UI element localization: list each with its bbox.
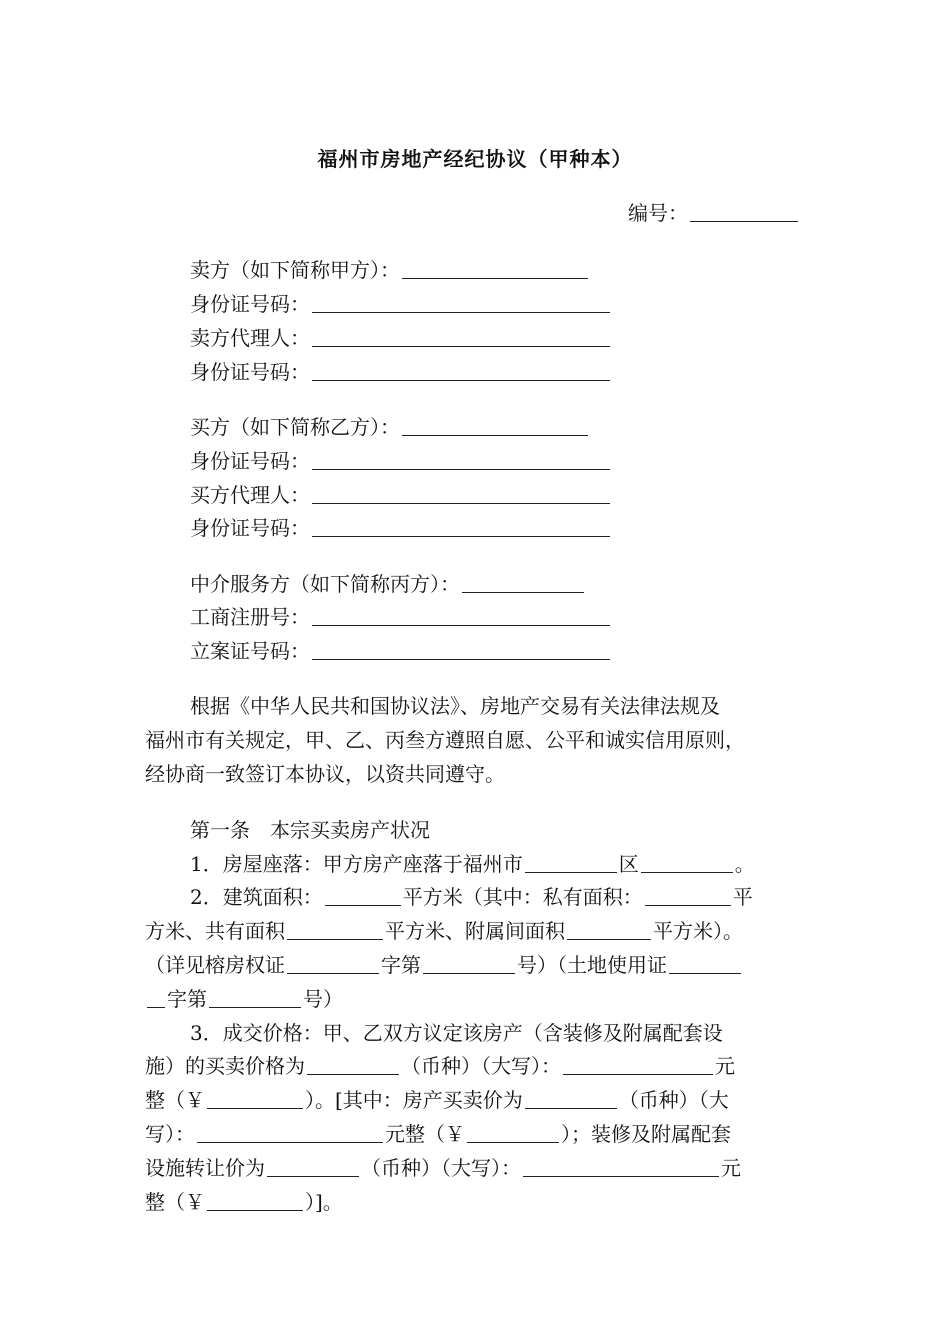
area-text-k: 号） [303, 987, 343, 1011]
preamble-line-1: 根据《中华人民共和国协议法》、房地产交易有关法律法规及 [190, 694, 720, 718]
price-text-m: 整（￥ [145, 1190, 205, 1214]
seller-id-line [190, 290, 612, 318]
area-text-a: 2．建筑面积： [190, 885, 323, 909]
price-text-b: （币种）（大写）： [401, 1054, 561, 1078]
buyer-agent-id-blank[interactable] [312, 516, 610, 537]
cert-number-blank[interactable] [423, 953, 515, 974]
buyer-name-label: 买方（如下简称乙方）： [190, 415, 400, 439]
preamble-line-2: 福州市有关规定，甲、乙、丙叁方遵照自愿、公平和诚实信用原则， [145, 728, 745, 752]
fitting-price-words-blank[interactable] [523, 1156, 719, 1177]
area-line-1 [190, 883, 753, 911]
seller-id-label: 身份证号码： [190, 292, 310, 316]
seller-agent-blank[interactable] [312, 326, 610, 347]
number-line [628, 199, 800, 227]
seller-id-blank[interactable] [312, 292, 610, 313]
area-text-g: （详见榕房权证 [145, 953, 285, 977]
buyer-id-blank[interactable] [312, 449, 610, 470]
seller-name-label: 卖方（如下简称甲方）： [190, 258, 400, 282]
area-text-b: 平方米（其中：私有面积： [402, 885, 643, 909]
building-area-blank[interactable] [325, 885, 401, 906]
intermediary-name-line [190, 570, 586, 598]
shared-area-blank[interactable] [287, 919, 383, 940]
location-text-a: 1．房屋座落：甲方房产座落于福州市 [190, 852, 523, 876]
buyer-agent-line [190, 481, 612, 509]
price-text-k: （币种）（大写）： [361, 1156, 521, 1180]
price-line-6 [145, 1188, 343, 1216]
city-blank[interactable] [525, 852, 617, 873]
price-text-i: ）；装修及附属配套 [561, 1122, 731, 1146]
preamble-line-3: 经协商一致签订本协议，以资共同遵守。 [145, 762, 505, 786]
buyer-name-line [190, 413, 590, 441]
price-line-3 [145, 1086, 729, 1114]
intermediary-reg-line [190, 603, 612, 631]
seller-name-blank[interactable] [402, 258, 588, 279]
land-cert-blank-cont[interactable] [147, 987, 165, 1008]
buyer-agent-id-label: 身份证号码： [190, 516, 310, 540]
area-line-3 [145, 951, 743, 979]
area-line-2 [145, 917, 743, 945]
total-price-words-blank[interactable] [563, 1054, 713, 1075]
price-text-h: 元整（￥ [385, 1122, 465, 1146]
intermediary-reg-label: 工商注册号： [190, 605, 310, 629]
buyer-name-blank[interactable] [402, 415, 588, 436]
seller-agent-line [190, 324, 612, 352]
cert-word-blank[interactable] [287, 953, 379, 974]
fitting-price-blank[interactable] [267, 1156, 359, 1177]
fitting-price-yuan-blank[interactable] [207, 1190, 303, 1211]
land-cert-number-blank[interactable] [209, 987, 301, 1008]
document-title: 福州市房地产经纪协议（甲种本） [317, 147, 633, 171]
buyer-agent-blank[interactable] [312, 483, 610, 504]
location-text-c: 。 [734, 852, 755, 876]
number-blank[interactable] [690, 201, 798, 222]
price-text-g: 写）： [145, 1122, 195, 1146]
price-text-n: ）]。 [305, 1190, 343, 1214]
price-text-l: 元 [721, 1156, 741, 1180]
intermediary-filing-line [190, 637, 612, 665]
seller-agent-id-label: 身份证号码： [190, 360, 310, 384]
price-line-4 [145, 1120, 731, 1148]
price-line-1: 3．成交价格：甲、乙双方议定该房产（含装修及附属配套设 [190, 1021, 723, 1045]
intermediary-name-label: 中介服务方（如下简称丙方）： [190, 572, 460, 596]
area-line-4 [145, 985, 343, 1013]
area-text-c: 平 [732, 885, 753, 909]
buyer-id-label: 身份证号码： [190, 449, 310, 473]
number-label: 编号： [628, 201, 688, 225]
house-price-blank[interactable] [525, 1088, 617, 1109]
area-text-e: 平方米、附属间面积 [385, 919, 565, 943]
land-cert-blank[interactable] [669, 953, 741, 974]
area-text-i: 号）（土地使用证 [517, 953, 667, 977]
seller-agent-id-line [190, 358, 612, 386]
intermediary-reg-blank[interactable] [312, 605, 610, 626]
seller-name-line [190, 256, 590, 284]
price-text-e: ）。[其中：房产买卖价为 [305, 1088, 523, 1112]
article-1-heading: 第一条 本宗买卖房产状况 [190, 818, 430, 842]
price-text-j: 设施转让价为 [145, 1156, 265, 1180]
intermediary-filing-label: 立案证号码： [190, 639, 310, 663]
price-text-a: 施）的买卖价格为 [145, 1054, 305, 1078]
price-text-c: 元 [715, 1054, 735, 1078]
buyer-agent-label: 买方代理人： [190, 483, 310, 507]
private-area-blank[interactable] [645, 885, 731, 906]
price-text-f: （币种）（大 [618, 1088, 729, 1112]
location-line [190, 850, 755, 878]
area-text-d: 方米、共有面积 [145, 919, 285, 943]
total-price-blank[interactable] [307, 1054, 399, 1075]
house-price-words-blank[interactable] [197, 1122, 383, 1143]
area-text-j: 字第 [167, 987, 207, 1011]
district-blank[interactable] [641, 852, 733, 873]
seller-agent-id-blank[interactable] [312, 360, 610, 381]
area-text-f: 平方米）。 [653, 919, 743, 943]
price-text-d: 整（￥ [145, 1088, 205, 1112]
total-price-yuan-blank[interactable] [207, 1088, 303, 1109]
buyer-agent-id-line [190, 514, 612, 542]
intermediary-filing-blank[interactable] [312, 639, 610, 660]
house-price-yuan-blank[interactable] [467, 1122, 559, 1143]
annex-area-blank[interactable] [567, 919, 651, 940]
price-line-5 [145, 1154, 741, 1182]
location-text-b: 区 [618, 852, 639, 876]
buyer-id-line [190, 447, 612, 475]
seller-agent-label: 卖方代理人： [190, 326, 310, 350]
area-text-h: 字第 [381, 953, 421, 977]
intermediary-name-blank[interactable] [462, 572, 584, 593]
price-line-2 [145, 1052, 735, 1080]
